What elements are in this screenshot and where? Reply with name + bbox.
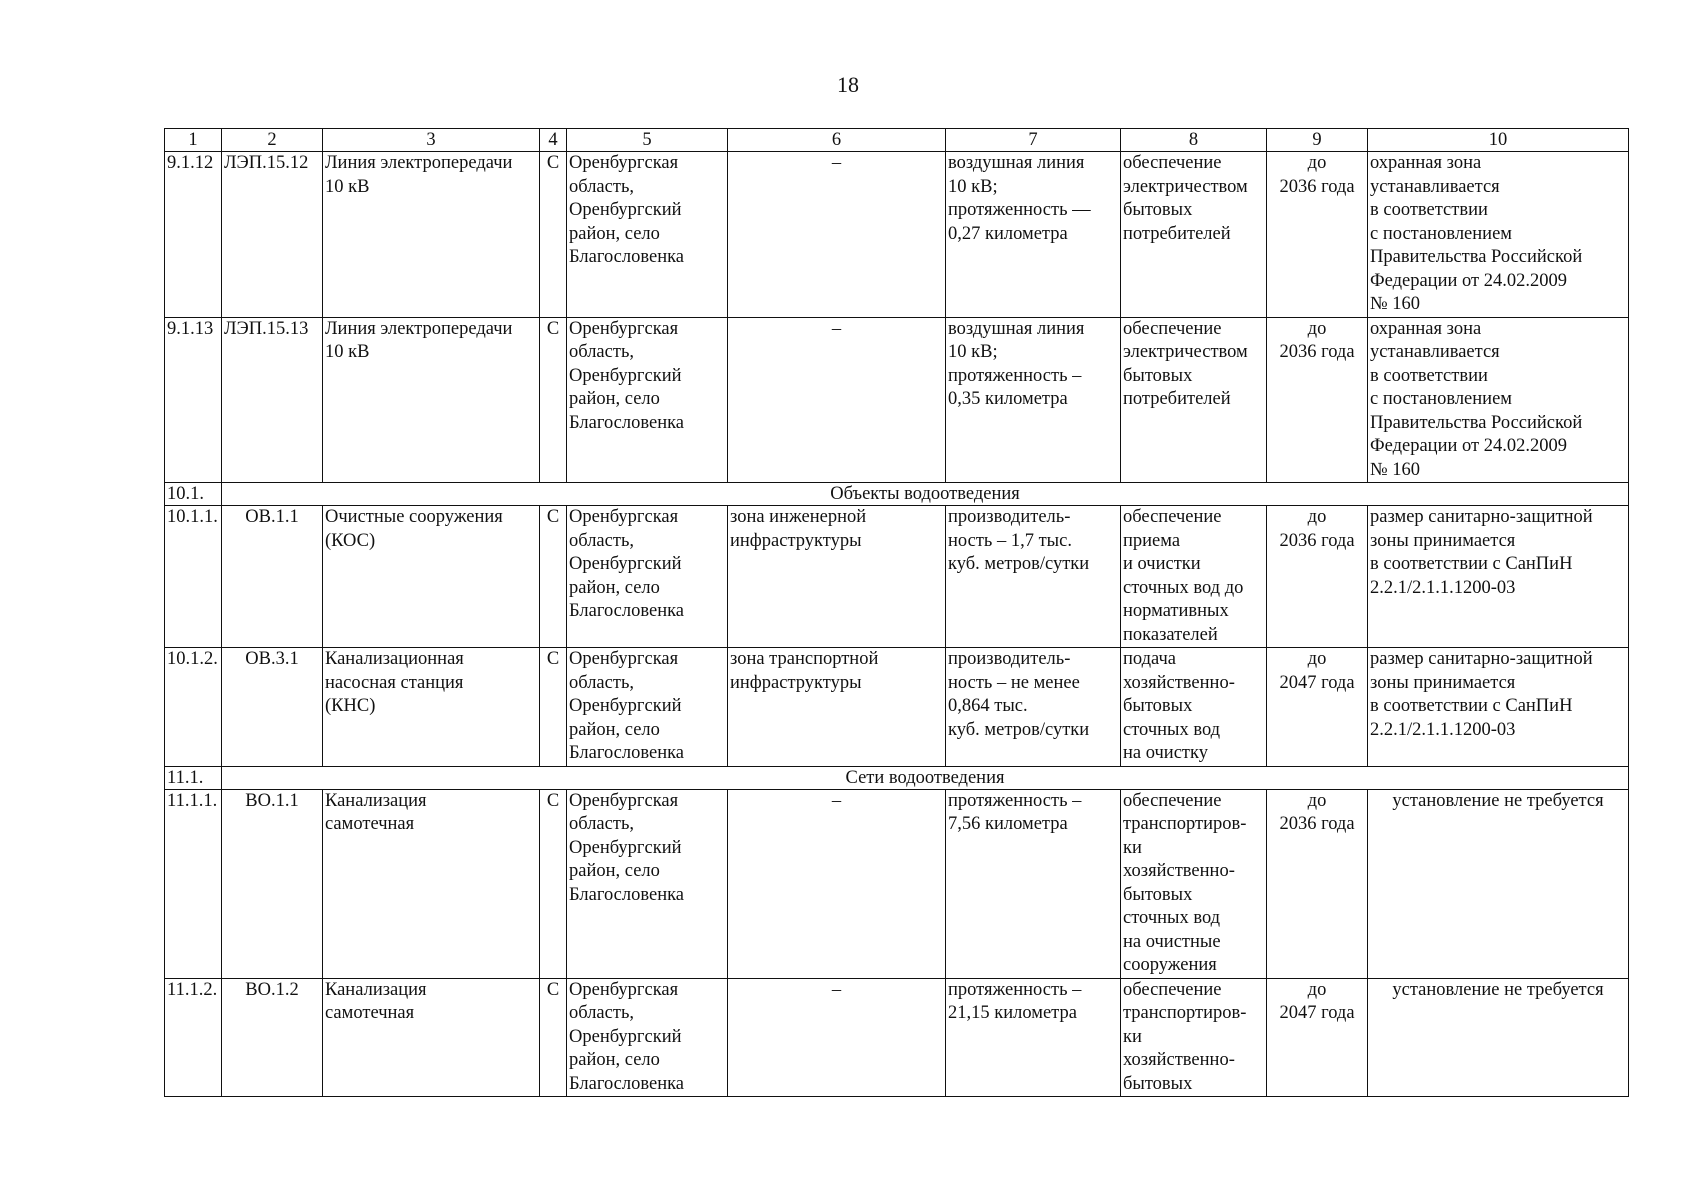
location: Оренбургская область, Оренбургский район, село Благословенка — [567, 152, 728, 318]
status-code: С — [540, 648, 567, 767]
column-number: 8 — [1121, 129, 1267, 152]
section-title: Объекты водоотведения — [222, 483, 1629, 506]
purpose: обеспечение приема и очистки сточных вод до нормативных показателей — [1121, 506, 1267, 648]
restriction-zone: размер санитарно-защитной зоны принимается в соответствии с СанПиН 2.2.1/2.1.1.1200-03 — [1368, 648, 1629, 767]
deadline: до 2036 года — [1267, 789, 1368, 978]
restriction-zone: охранная зона устанавливается в соответствии с постановлением Правительства Российской Федерации от 24.02.2009 № 160 — [1368, 317, 1629, 483]
deadline: до 2047 года — [1267, 648, 1368, 767]
page-number: 18 — [837, 72, 859, 97]
table-row — [165, 317, 1629, 483]
deadline: до 2036 года — [1267, 317, 1368, 483]
deadline: до 2047 года — [1267, 978, 1368, 1097]
column-number: 2 — [222, 129, 323, 152]
object-name: Канализация самотечная — [323, 978, 540, 1097]
section-number: 11.1. — [165, 766, 222, 789]
object-code: ЛЭП.15.12 — [222, 152, 323, 318]
table-row — [165, 648, 1629, 767]
column-number: 6 — [728, 129, 946, 152]
item-number: 10.1.2. — [165, 648, 222, 767]
location: Оренбургская область, Оренбургский район, село Благословенка — [567, 506, 728, 648]
column-number: 9 — [1267, 129, 1368, 152]
column-number: 4 — [540, 129, 567, 152]
object-code: ВО.1.1 — [222, 789, 323, 978]
object-code: ЛЭП.15.13 — [222, 317, 323, 483]
object-name: Линия электропередачи 10 кВ — [323, 317, 540, 483]
object-code: ОВ.1.1 — [222, 506, 323, 648]
purpose: обеспечение электричеством бытовых потребителей — [1121, 152, 1267, 318]
section-row — [165, 483, 1629, 506]
restriction-zone: установление не требуется — [1368, 978, 1629, 1097]
column-number: 10 — [1368, 129, 1629, 152]
column-number-row — [165, 129, 1629, 152]
functional-zone: – — [728, 152, 946, 318]
table-row — [165, 789, 1629, 978]
functional-zone: – — [728, 317, 946, 483]
object-code: ОВ.3.1 — [222, 648, 323, 767]
functional-zone: зона инженерной инфраструктуры — [728, 506, 946, 648]
item-number: 11.1.2. — [165, 978, 222, 1097]
functional-zone: – — [728, 978, 946, 1097]
functional-zone: зона транспортной инфраструктуры — [728, 648, 946, 767]
deadline: до 2036 года — [1267, 152, 1368, 318]
status-code: С — [540, 789, 567, 978]
purpose: обеспечение транспортиров- ки хозяйственно- бытовых сточных вод на очистные сооружения — [1121, 789, 1267, 978]
item-number: 9.1.13 — [165, 317, 222, 483]
object-name: Очистные сооружения (КОС) — [323, 506, 540, 648]
characteristics: воздушная линия 10 кВ; протяженность – 0,35 километра — [946, 317, 1121, 483]
column-number: 7 — [946, 129, 1121, 152]
characteristics: протяженность – 7,56 километра — [946, 789, 1121, 978]
table-row — [165, 152, 1629, 318]
location: Оренбургская область, Оренбургский район, село Благословенка — [567, 978, 728, 1097]
column-number: 1 — [165, 129, 222, 152]
object-name: Канализационная насосная станция (КНС) — [323, 648, 540, 767]
column-number: 3 — [323, 129, 540, 152]
status-code: С — [540, 152, 567, 318]
characteristics: производитель- ность – не менее 0,864 тыс. куб. метров/сутки — [946, 648, 1121, 767]
purpose: обеспечение электричеством бытовых потребителей — [1121, 317, 1267, 483]
restriction-zone: размер санитарно-защитной зоны принимается в соответствии с СанПиН 2.2.1/2.1.1.1200-03 — [1368, 506, 1629, 648]
purpose: обеспечение транспортиров- ки хозяйственно- бытовых — [1121, 978, 1267, 1097]
location: Оренбургская область, Оренбургский район, село Благословенка — [567, 648, 728, 767]
section-row — [165, 766, 1629, 789]
status-code: С — [540, 506, 567, 648]
table-row — [165, 506, 1629, 648]
item-number: 11.1.1. — [165, 789, 222, 978]
status-code: С — [540, 317, 567, 483]
location: Оренбургская область, Оренбургский район, село Благословенка — [567, 317, 728, 483]
section-title: Сети водоотведения — [222, 766, 1629, 789]
item-number: 9.1.12 — [165, 152, 222, 318]
objects-table — [164, 128, 1629, 1097]
restriction-zone: охранная зона устанавливается в соответствии с постановлением Правительства Российской Федерации от 24.02.2009 № 160 — [1368, 152, 1629, 318]
item-number: 10.1.1. — [165, 506, 222, 648]
object-name: Канализация самотечная — [323, 789, 540, 978]
characteristics: производитель- ность – 1,7 тыс. куб. метров/сутки — [946, 506, 1121, 648]
section-number: 10.1. — [165, 483, 222, 506]
restriction-zone: установление не требуется — [1368, 789, 1629, 978]
location: Оренбургская область, Оренбургский район, село Благословенка — [567, 789, 728, 978]
purpose: подача хозяйственно- бытовых сточных вод на очистку — [1121, 648, 1267, 767]
object-code: ВО.1.2 — [222, 978, 323, 1097]
object-name: Линия электропередачи 10 кВ — [323, 152, 540, 318]
deadline: до 2036 года — [1267, 506, 1368, 648]
characteristics: воздушная линия 10 кВ; протяженность — 0,27 километра — [946, 152, 1121, 318]
table-row — [165, 978, 1629, 1097]
functional-zone: – — [728, 789, 946, 978]
characteristics: протяженность – 21,15 километра — [946, 978, 1121, 1097]
column-number: 5 — [567, 129, 728, 152]
status-code: С — [540, 978, 567, 1097]
